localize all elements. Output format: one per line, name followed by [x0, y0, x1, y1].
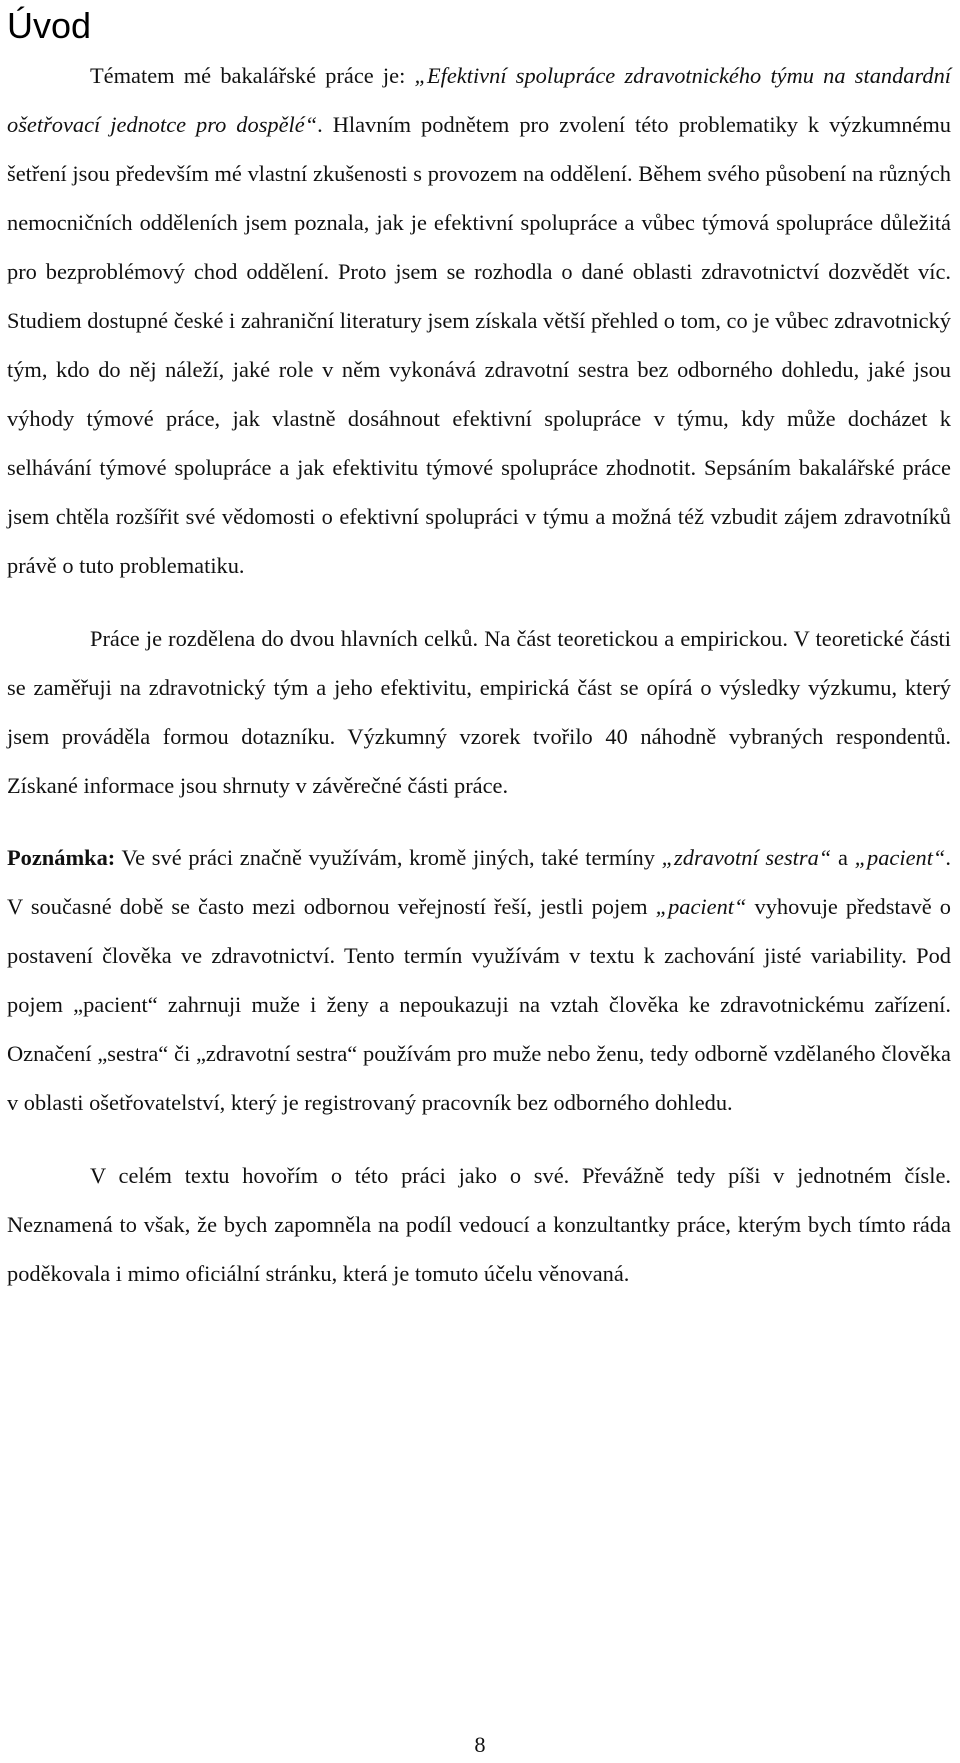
term-emphasis: „pacient“ [655, 894, 747, 919]
text-span: Práce je rozdělena do dvou hlavních celků. Na část teoretickou a empirickou. V teoretické části se zaměřuji na zdravotnický tým a jeho efektivitu, empirická část se opírá o výsledky výzkumu, který jsem prováděla formou dotazníku. Výzkumný vzorek tvořilo 40 náhodně vybraných respondentů. Získané informace jsou shrnuty v závěrečné části práce. [7, 626, 951, 798]
text-span: V celém textu hovořím o této práci jako o své. Převážně tedy píši v jednotném čísle. Neznamená to však, že bych zapomněla na podíl vedoucí a konzultantky práce, kterým bych tímto ráda poděkovala i mimo oficiální stránku, která je tomuto účelu věnovaná. [7, 1163, 951, 1286]
note-label: Poznámka: [7, 845, 116, 870]
paragraph-note [7, 833, 951, 1127]
text-span: Tématem mé bakalářské práce je: [90, 63, 415, 88]
term-emphasis: „pacient“ [854, 845, 946, 870]
text-span: a [831, 845, 855, 870]
thesis-title-emphasis: „Efektivní spolupráce zdravotnického týmu na standardní ošetřovací jednotce pro dospělé“ [7, 63, 951, 137]
text-span: Ve své práci značně využívám, kromě jiných, také termíny [115, 845, 662, 870]
paragraph-intro [7, 51, 951, 590]
page-number: 8 [474, 1732, 486, 1757]
term-emphasis: „zdravotní sestra“ [661, 845, 832, 870]
text-span: . Hlavním podnětem pro zvolení této problematiky k výzkumnému šetření jsou především mé vlastní zkušenosti s provozem na oddělení. Během svého působení na různých nemocničních odděleních jsem poznala, jak je efektivní spolupráce a vůbec týmová spolupráce důležitá pro bezproblémový chod oddělení. Proto jsem se rozhodla o dané oblasti zdravotnictví dozvědět víc. Studiem dostupné české i zahraniční literatury jsem získala větší přehled o tom, co je vůbec zdravotnický tým, kdo do něj náleží, jaké role v něm vykonává zdravotní sestra bez odborného dohledu, jaké jsou výhody týmové práce, jak vlastně dosáhnout efektivní spolupráce v týmu, kdy může docházet k selhávání týmové spolupráce a jak efektivitu týmové spolupráce zhodnotit. Sepsáním bakalářské práce jsem chtěla rozšířit své vědomosti o efektivní spolupráci v týmu a možná též vzbudit zájem zdravotníků právě o tuto problematiku. [7, 112, 951, 578]
paragraph-closing [7, 1151, 951, 1298]
text-span: . V současné době se často mezi odbornou veřejností řeší, jestli pojem [7, 845, 951, 919]
paragraph-structure [7, 614, 951, 810]
page-title: Úvod [7, 5, 92, 46]
text-span: vyhovuje představě o postavení člověka ve zdravotnictví. Tento termín využívám v textu k zachování jisté variability. Pod pojem „pacient“ zahrnuji muže i ženy a nepoukazuji na vztah člověka ke zdravotnickému zařízení. Označení „sestra“ či „zdravotní sestra“ používám pro muže nebo ženu, tedy odborně vzdělaného člověka v oblasti ošetřovatelství, který je registrovaný pracovník bez odborného dohledu. [7, 894, 951, 1115]
